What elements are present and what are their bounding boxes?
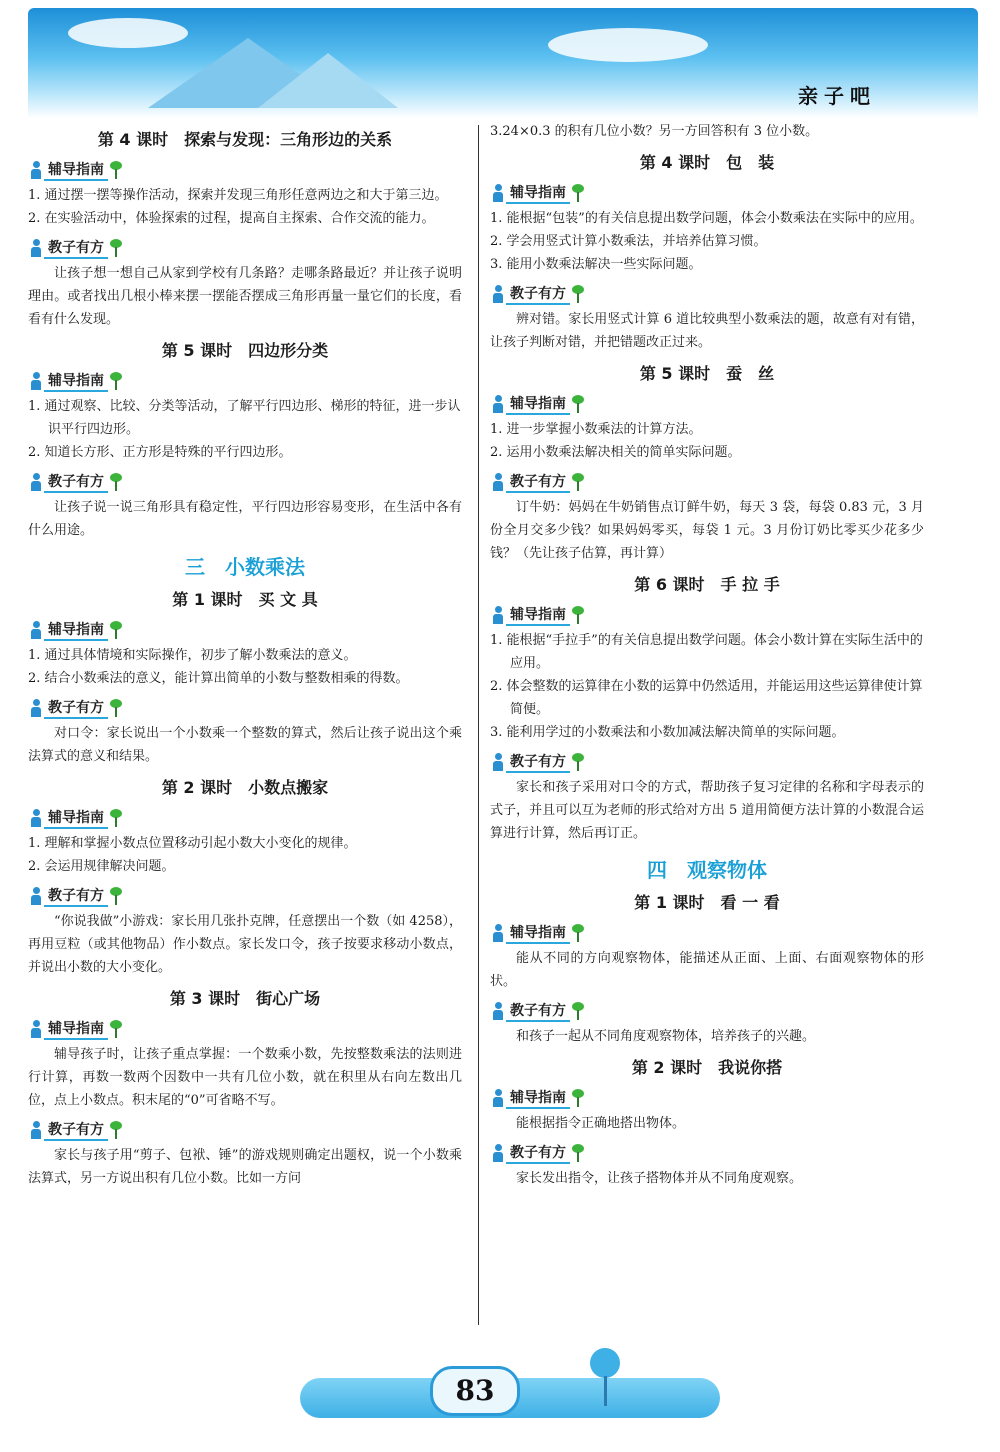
- section-tag-label: 辅导指南: [506, 182, 570, 204]
- lesson-title: 第 1 课时 看 一 看: [634, 893, 780, 912]
- child-icon: [492, 606, 504, 624]
- child-icon: [492, 1089, 504, 1107]
- cloud-decoration: [548, 28, 708, 62]
- section-tag-label: 教子有方: [44, 885, 108, 907]
- lesson-title: 第 2 课时 小数点搬家: [161, 778, 329, 797]
- list-item: 3. 能利用学过的小数乘法和小数加减法解决简单的实际问题。: [490, 725, 845, 740]
- lesson-title: 第 2 课时 我说你搭: [631, 1058, 783, 1077]
- list-item: 1. 通过具体情境和实际操作，初步了解小数乘法的意义。: [28, 648, 357, 663]
- child-icon: [30, 887, 42, 905]
- paragraph: 对口令：家长说出一个小数乘一个整数的算式，然后让孩子说出这个乘法算式的意义和结果。: [28, 726, 462, 764]
- child-icon: [30, 1020, 42, 1038]
- section-tag: [30, 1118, 122, 1142]
- child-icon: [492, 753, 504, 771]
- plant-icon: [110, 1020, 122, 1038]
- list-item: 1. 通过摆一摆等操作活动，探索并发现三角形任意两边之和大于第三边。: [28, 188, 448, 203]
- child-icon: [30, 372, 42, 390]
- list-item: 2. 结合小数乘法的意义，能计算出简单的小数与整数相乘的得数。: [28, 671, 409, 686]
- list-item: 2. 在实验活动中，体验探索的过程，提高自主探索、合作交流的能力。: [28, 211, 435, 226]
- section-tag: [492, 1141, 584, 1165]
- plant-icon: [572, 1144, 584, 1162]
- plant-icon: [572, 1089, 584, 1107]
- lesson-title: 第 1 课时 买 文 具: [172, 590, 318, 609]
- paragraph: 能从不同的方向观察物体，能描述从正面、上面、右面观察物体的形状。: [490, 951, 924, 989]
- child-icon: [30, 621, 42, 639]
- section-tag: [492, 750, 584, 774]
- child-icon: [30, 1121, 42, 1139]
- plant-icon: [110, 809, 122, 827]
- plant-icon: [572, 1002, 584, 1020]
- section-tag: [492, 999, 584, 1023]
- unit-title: 三 小数乘法: [185, 555, 305, 579]
- list-item: 1. 理解和掌握小数点位置移动引起小数大小变化的规律。: [28, 836, 357, 851]
- section-tag-label: 辅导指南: [506, 922, 570, 944]
- child-icon: [30, 809, 42, 827]
- section-tag: [30, 884, 122, 908]
- section-tag-label: 教子有方: [506, 1142, 570, 1164]
- paragraph: 订牛奶：妈妈在牛奶销售点订鲜牛奶，每天 3 袋，每袋 0.83 元，3 月份全月交多少钱？如果妈妈零买，每袋 1 元。3 月份订奶比零买少花多少钱？（先让孩子估算，再计算）: [490, 500, 924, 561]
- tree-decoration: [590, 1348, 620, 1378]
- plant-icon: [110, 887, 122, 905]
- column-divider: [478, 125, 479, 1325]
- list-item: 2. 学会用竖式计算小数乘法，并培养估算习惯。: [490, 234, 767, 249]
- paragraph: 辨对错。家长用竖式计算 6 道比较典型小数乘法的题，故意有对有错，让孩子判断对错，并把错题改正过来。: [490, 312, 924, 350]
- lesson-title: 第 5 课时 蚕 丝: [639, 364, 775, 383]
- section-tag-label: 教子有方: [44, 697, 108, 719]
- plant-icon: [572, 924, 584, 942]
- list-item: 1. 进一步掌握小数乘法的计算方法。: [490, 422, 702, 437]
- child-icon: [30, 161, 42, 179]
- section-tag-label: 教子有方: [506, 1000, 570, 1022]
- plant-icon: [572, 285, 584, 303]
- section-tag: [30, 158, 122, 182]
- child-icon: [492, 395, 504, 413]
- section-tag-label: 辅导指南: [44, 807, 108, 829]
- section-tag: [492, 282, 584, 306]
- section-tag: [492, 181, 584, 205]
- list-item: 1. 能根据“手拉手”的有关信息提出数学问题。体会小数计算在实际生活中的应用。: [490, 633, 923, 671]
- section-tag: [30, 696, 122, 720]
- section-tag-label: 教子有方: [44, 237, 108, 259]
- paragraph: 让孩子想一想自己从家到学校有几条路？走哪条路最近？并让孩子说明理由。或者找出几根小棒来摆一摆能否摆成三角形再量一量它们的长度，看看有什么发现。: [28, 266, 462, 327]
- header-title: 亲子吧: [798, 84, 876, 108]
- plant-icon: [110, 372, 122, 390]
- page-number: 83: [430, 1366, 520, 1416]
- section-tag-label: 辅导指南: [506, 1087, 570, 1109]
- plant-icon: [110, 239, 122, 257]
- section-tag: [492, 1086, 584, 1110]
- child-icon: [492, 924, 504, 942]
- unit-title: 四 观察物体: [647, 858, 767, 882]
- plant-icon: [572, 606, 584, 624]
- plant-icon: [110, 621, 122, 639]
- plant-icon: [572, 395, 584, 413]
- lesson-title: 第 4 课时 包 装: [639, 153, 775, 172]
- section-tag-label: 教子有方: [506, 751, 570, 773]
- list-item: 2. 会运用规律解决问题。: [28, 859, 175, 874]
- paragraph: 让孩子说一说三角形具有稳定性，平行四边形容易变形，在生活中各有什么用途。: [28, 500, 462, 538]
- section-tag-label: 教子有方: [506, 471, 570, 493]
- paragraph: “你说我做”小游戏：家长用几张扑克牌，任意摆出一个数（如 4258），再用豆粒（或其他物品）作小数点。家长发口令，孩子按要求移动小数点，并说出小数的大小变化。: [28, 914, 463, 975]
- paragraph: 3.24×0.3 的积有几位小数？另一方回答积有 3 位小数。: [490, 124, 819, 139]
- section-tag: [30, 236, 122, 260]
- child-icon: [492, 1002, 504, 1020]
- section-tag: [30, 618, 122, 642]
- page-header-banner: [28, 8, 978, 118]
- paragraph: 和孩子一起从不同角度观察物体，培养孩子的兴趣。: [516, 1029, 816, 1044]
- plant-icon: [572, 184, 584, 202]
- section-tag: [30, 806, 122, 830]
- section-tag: [30, 369, 122, 393]
- child-icon: [492, 285, 504, 303]
- lesson-title: 第 3 课时 街心广场: [169, 989, 321, 1008]
- section-tag-label: 辅导指南: [506, 393, 570, 415]
- section-tag: [492, 921, 584, 945]
- section-tag: [492, 470, 584, 494]
- list-item: 2. 体会整数的运算律在小数的运算中仍然适用，并能运用这些运算律使计算简便。: [490, 679, 923, 717]
- section-tag-label: 辅导指南: [44, 619, 108, 641]
- list-item: 1. 能根据“包装”的有关信息提出数学问题，体会小数乘法在实际中的应用。: [490, 211, 923, 226]
- plant-icon: [110, 1121, 122, 1139]
- section-tag-label: 辅导指南: [44, 1018, 108, 1040]
- section-tag: [30, 470, 122, 494]
- child-icon: [492, 473, 504, 491]
- left-column: [24, 120, 466, 1190]
- section-tag-label: 辅导指南: [506, 604, 570, 626]
- list-item: 1. 通过观察、比较、分类等活动，了解平行四边形、梯形的特征，进一步认识平行四边形。: [28, 399, 461, 437]
- paragraph: 辅导孩子时，让孩子重点掌握：一个数乘小数，先按整数乘法的法则进行计算，再数一数两个因数中一共有几位小数，就在积里从右向左数出几位，点上小数点。积末尾的“0”可省略不写。: [28, 1047, 462, 1108]
- tree-trunk-decoration: [604, 1376, 607, 1406]
- plant-icon: [110, 473, 122, 491]
- section-tag-label: 辅导指南: [44, 370, 108, 392]
- paragraph: 家长发出指令，让孩子搭物体并从不同角度观察。: [516, 1171, 803, 1186]
- lesson-title: 第 6 课时 手 拉 手: [634, 575, 780, 594]
- paragraph: 能根据指令正确地搭出物体。: [516, 1116, 686, 1131]
- child-icon: [30, 699, 42, 717]
- plant-icon: [110, 161, 122, 179]
- section-tag-label: 辅导指南: [44, 159, 108, 181]
- child-icon: [492, 1144, 504, 1162]
- page-footer: [300, 1348, 720, 1432]
- plant-icon: [110, 699, 122, 717]
- child-icon: [30, 473, 42, 491]
- child-icon: [492, 184, 504, 202]
- section-tag-label: 教子有方: [44, 471, 108, 493]
- list-item: 2. 运用小数乘法解决相关的简单实际问题。: [490, 445, 741, 460]
- section-tag-label: 教子有方: [506, 283, 570, 305]
- lesson-title: 第 5 课时 四边形分类: [161, 341, 329, 360]
- section-tag-label: 教子有方: [44, 1119, 108, 1141]
- mountain-decoration: [258, 53, 398, 108]
- right-column: [486, 120, 928, 1190]
- child-icon: [30, 239, 42, 257]
- section-tag: [30, 1017, 122, 1041]
- list-item: 2. 知道长方形、正方形是特殊的平行四边形。: [28, 445, 292, 460]
- plant-icon: [572, 473, 584, 491]
- paragraph: 家长和孩子采用对口令的方式，帮助孩子复习定律的名称和字母表示的式子，并且可以互为老师的形式给对方出 5 道用简便方法计算的小数混合运算进行计算，然后再订正。: [490, 780, 924, 841]
- paragraph: 家长与孩子用“剪子、包袱、锤”的游戏规则确定出题权，说一个小数乘法算式，另一方说出积有几位小数。比如一方问: [28, 1148, 462, 1186]
- section-tag: [492, 392, 584, 416]
- list-item: 3. 能用小数乘法解决一些实际问题。: [490, 257, 702, 272]
- section-tag: [492, 603, 584, 627]
- lesson-title: 第 4 课时 探索与发现：三角形边的关系: [97, 130, 393, 149]
- plant-icon: [572, 753, 584, 771]
